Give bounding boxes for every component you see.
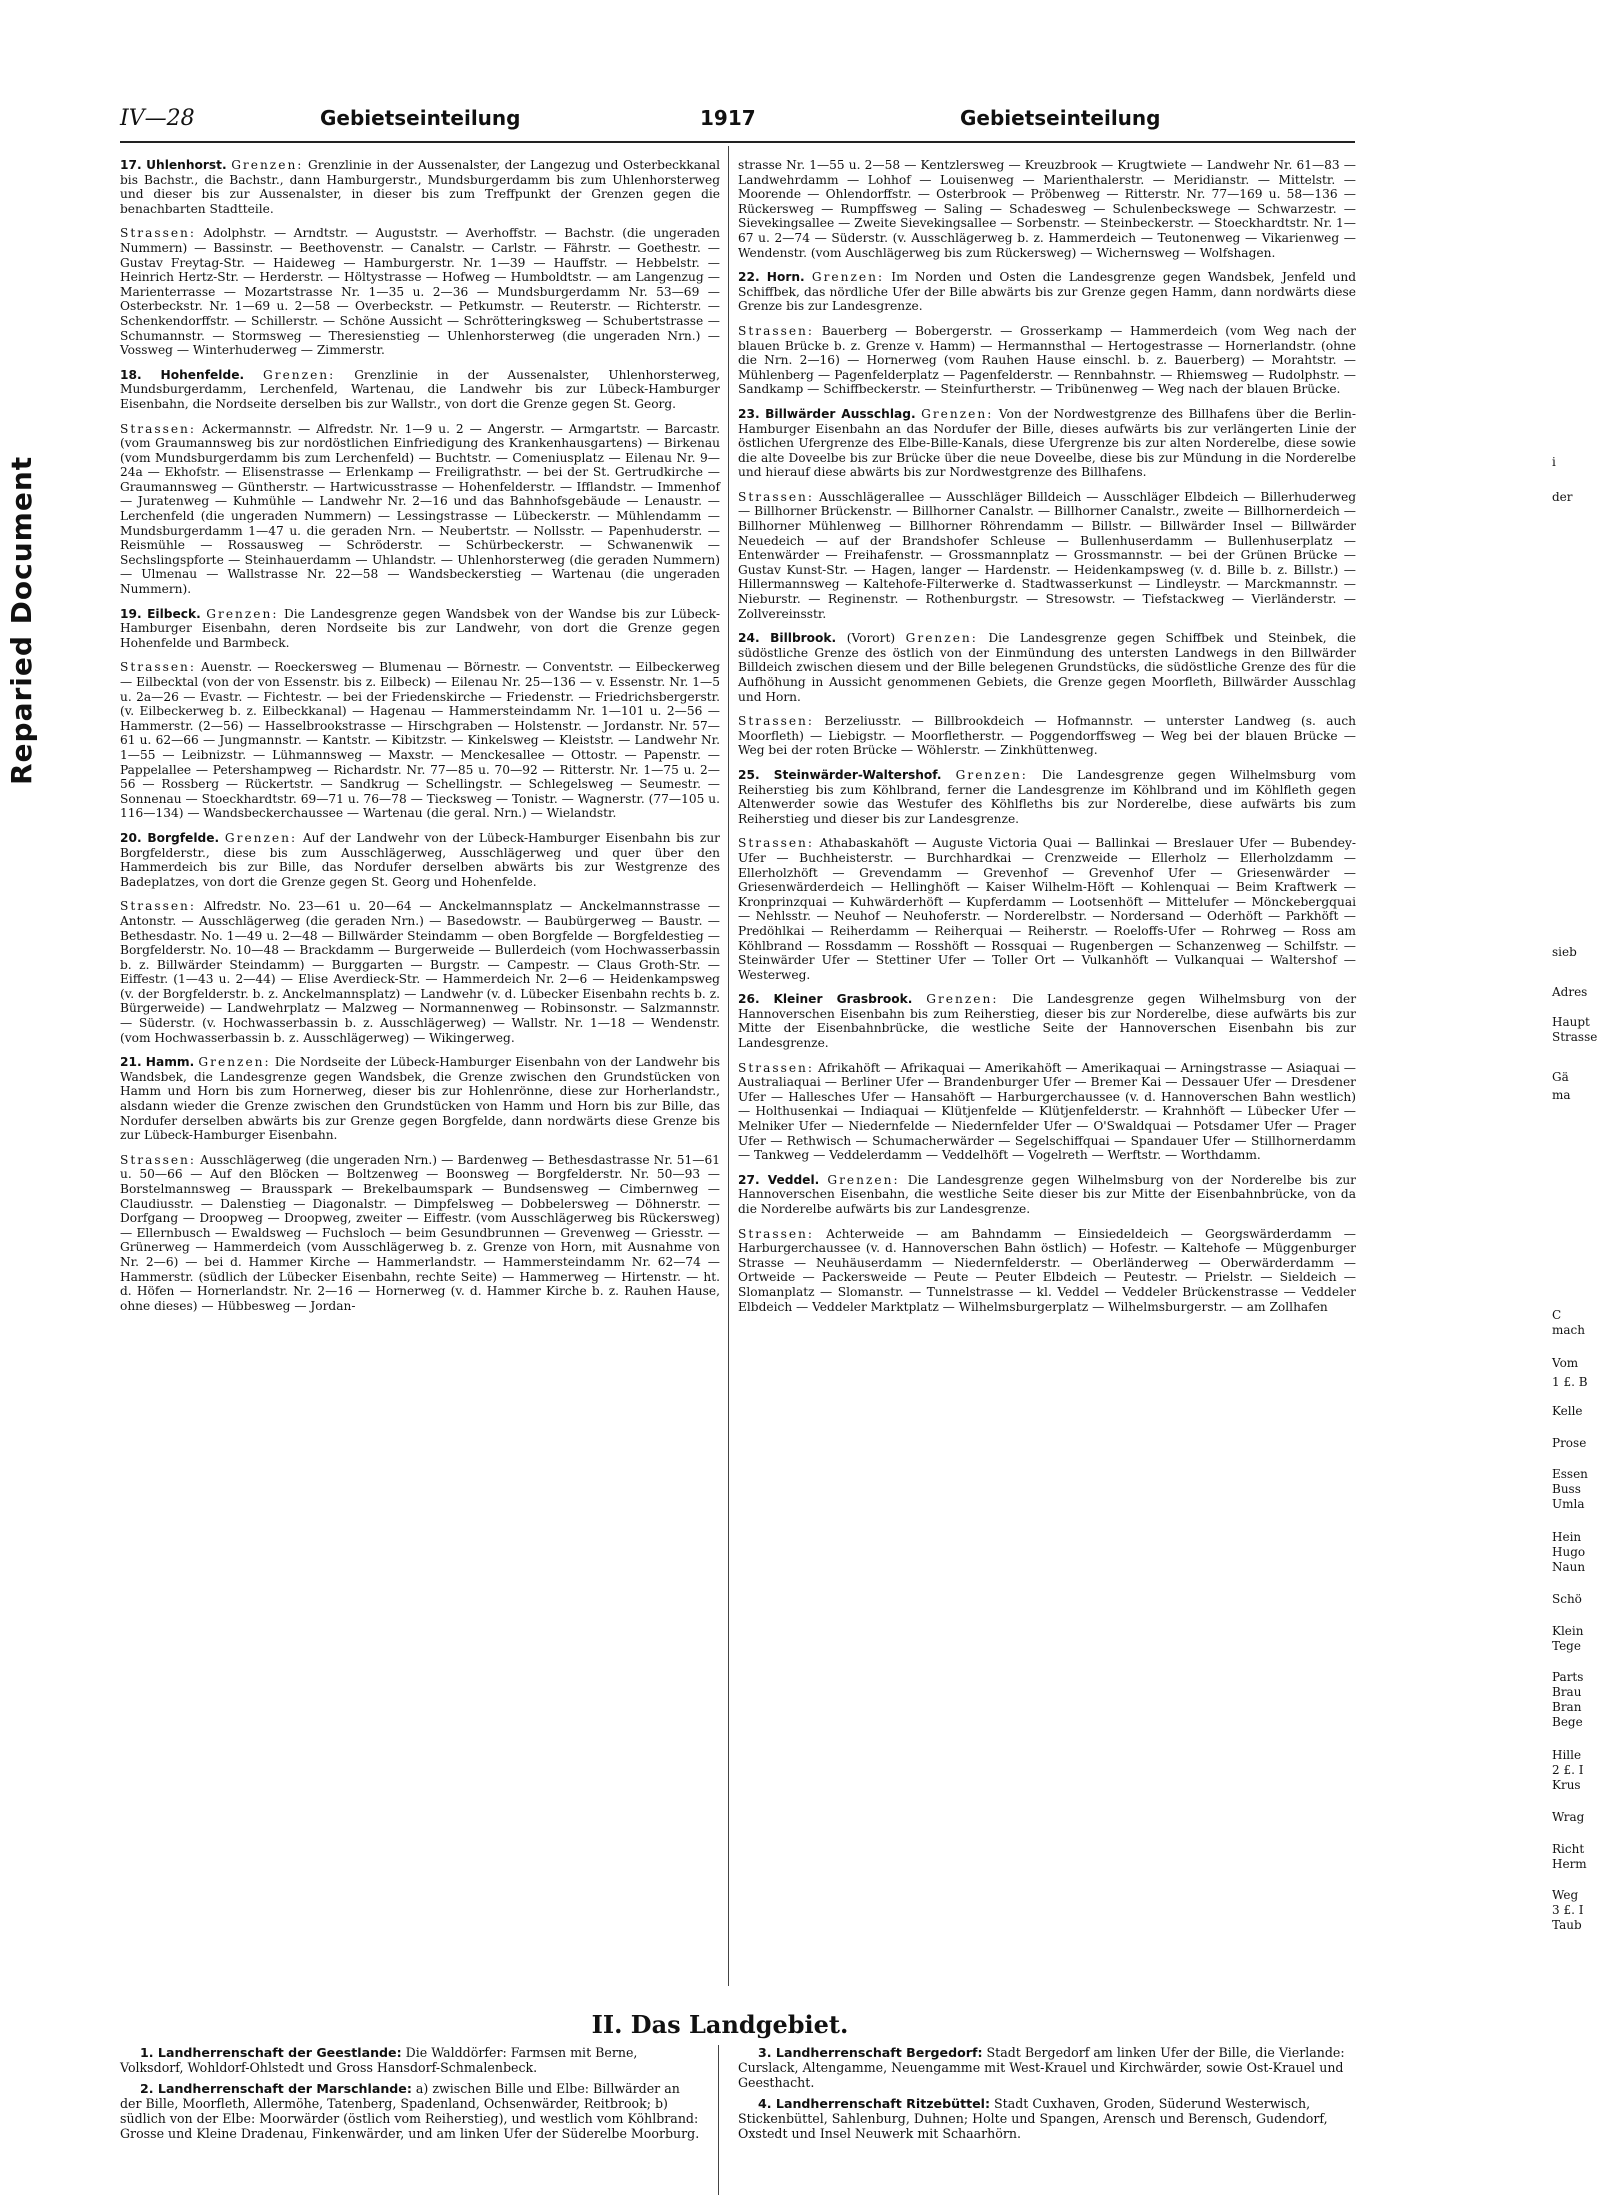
- strassen-list: [120, 1153, 720, 1314]
- margin-fragment: Schö: [1552, 1592, 1582, 1606]
- column-divider: [728, 146, 729, 1986]
- margin-fragment: Klein: [1552, 1624, 1584, 1638]
- strassen-list: [738, 490, 1356, 621]
- landherrenschaft-name: 4. Landherrenschaft Ritzebüttel:: [758, 2096, 991, 2111]
- page-number: IV—28: [120, 106, 195, 131]
- repaired-document-stamp: Reparied Document: [5, 455, 38, 785]
- strassen-label: Strassen:: [738, 836, 815, 851]
- landgebiet-right: [738, 2045, 1358, 2147]
- district-name: Veddel.: [767, 1172, 820, 1187]
- district-number: 20.: [120, 830, 142, 845]
- margin-fragment: Brau: [1552, 1685, 1582, 1699]
- adjacent-page-margin: [1490, 60, 1600, 2140]
- landherrenschaft-name: 2. Landherrenschaft der Marschlande:: [140, 2081, 412, 2096]
- grenzen-label: Grenzen:: [827, 1172, 900, 1187]
- grenzen-text: Grenzlinie in der Aussenalster, Uhlenhorsterweg, Mundsburgerdamm, Lerchenfeld, Wartenau, die Landwehr bis zur Lübeck-Hamburger Eisenbahn, die Nordseite derselben bis zur Wallstr., von dort die Grenze gegen St. Georg.: [120, 367, 721, 411]
- grenzen-label: Grenzen:: [206, 606, 279, 621]
- strassen-label: Strassen:: [738, 1060, 815, 1075]
- district-entry: [738, 768, 1356, 826]
- strassen-list: [120, 226, 720, 357]
- grenzen-label: Grenzen:: [955, 767, 1028, 782]
- district-name: Hohenfelde.: [160, 367, 245, 382]
- district-entry: [738, 631, 1356, 704]
- district-number: 17.: [120, 158, 142, 172]
- strassen-text: strasse Nr. 1—55 u. 2—58 — Kentzlersweg — Kreuzbrook — Krugtwiete — Landwehr Nr. 61—83 — Landwehrdamm — Lohhof — Louisenweg — Marienthalerstr. — Meridianstr. — Mittelstr. — Moorende — Ohlendorffstr. — Osterbrook — Pröbenweg — Ritterstr. Nr. 77—169 u. 58—136 — Rückersweg — Rumpffsweg — Saling — Schadesweg — Schulenbeckswege — Schwarzestr. — Sievekingsallee — Zweite Sievekingsallee — Sorbenstr. — Steinbeckerstr. — Stoeckhardtstr. Nr. 1—67 u. 2—74 — Süderstr. (v. Ausschlägerweg b. z. Hammerdeich — Teutonenweg — Vikarienweg — Wendenstr. (vom Auschlägerweg bis zum Rückersweg) — Wichernsweg — Wolfshagen.: [738, 158, 1356, 260]
- margin-fragment: mach: [1552, 1323, 1585, 1337]
- margin-fragment: Essen: [1552, 1467, 1588, 1481]
- left-scan-margin: [0, 0, 38, 2177]
- district-entry: [120, 158, 720, 216]
- strassen-label: Strassen:: [120, 226, 197, 241]
- strassen-label: Strassen:: [738, 714, 815, 729]
- margin-fragment: Parts: [1552, 1670, 1584, 1684]
- district-note: (Vorort): [846, 631, 896, 646]
- district-number: 22.: [738, 270, 760, 285]
- district-entry: [120, 831, 720, 889]
- header-year: 1917: [700, 106, 756, 130]
- margin-fragment: ma: [1552, 1088, 1571, 1102]
- grenzen-text: Die Landesgrenze gegen Schiffbek und Steinbek, die südöstliche Grenze des östlich von der Einmündung des untersten Landwegs in den Billwärder Billdeich zwischen diesem und der Bille belegenen Grundstücks, die südöstliche Grenze des für die Aufhöhung in Aussicht genommenen Gebiets, die Grenze gegen Moorfleth, Billwärder Ausschlag und Horn.: [738, 631, 1357, 704]
- right-column: [738, 158, 1356, 1324]
- landherrenschaft-entry: [120, 2045, 700, 2075]
- grenzen-label: Grenzen:: [921, 406, 994, 421]
- margin-fragment: Vom: [1552, 1356, 1579, 1370]
- margin-fragment: Wrag: [1552, 1810, 1585, 1824]
- district-number: 25.: [738, 767, 760, 782]
- strassen-label: Strassen:: [120, 899, 197, 914]
- margin-fragment: Herm: [1552, 1857, 1587, 1871]
- district-number: 23.: [738, 406, 760, 421]
- grenzen-text: Die Landesgrenze gegen Wilhelmsburg vom Reiherstieg bis zum Köhlbrand, ferner die Landesgrenze im Köhlbrand und im Köhlfleth gegen Altenwerder sowie das Westufer des Köhlfleths bis zur Norderelbe, diese aufwärts bis zum Reiherstieg und dieser bis zur Landesgrenze.: [738, 767, 1356, 826]
- strassen-text: Auenstr. — Roeckersweg — Blumenau — Börnestr. — Conventstr. — Eilbeckerweg — Eilbecktal (von der von Essenstr. bis z. Eilbeck) — Eilenau Nr. 25—136 — v. Essenstr. Nr. 1—5 u. 2a—26 — Evastr. — Fichtestr. — bei der Friedenskirche — Friedenstr. — Friedrichsbergerstr. (v. Eilbeckerweg b. z. Eilbeckkanal) — Hagenau — Hammersteindamm Nr. 1—101 u. 2—56 — Hammerstr. (2—56) — Hasselbrookstrasse — Hirschgraben — Holstenstr. — Jordanstr. Nr. 57—61 u. 62—66 — Jungmannstr. — Kantstr. — Kibitzstr. — Kinkelsweg — Kleiststr. — Landwehr Nr. 1—55 — Leibnizstr. — Lühmannsweg — Maxstr. — Menckesallee — Ottostr. — Papenstr. — Pappelallee — Petershampweg — Richardstr. Nr. 77—85 u. 70—92 — Ritterstr. Nr. 1—75 u. 2—56 — Rossberg — Rückertstr. — Sandkrug — Schellingstr. — Schlegelsweg — Seumestr. — Sonnenau — Stoeckhardtstr. 69—71 u. 76—78 — Tiecksweg — Tonistr. — Wagnerstr. (77—105 u. 116—134) — Wandsbeckerchaussee — Wartenau (die geral. Nrn.) — Wielandstr.: [120, 660, 721, 821]
- district-number: 24.: [738, 631, 760, 646]
- header-title-left: Gebietseinteilung: [320, 106, 521, 130]
- grenzen-label: Grenzen:: [905, 631, 978, 646]
- strassen-list: [738, 324, 1356, 397]
- margin-fragment: Strasse: [1552, 1030, 1598, 1044]
- strassen-list: [738, 1227, 1356, 1315]
- district-name: Steinwärder-Waltershof.: [773, 767, 942, 782]
- grenzen-label: Grenzen:: [263, 367, 336, 382]
- landherrenschaft-text: Stadt Bergedorf am linken Ufer der Bille, die Vierlande: Curslack, Altengamme, Neuengamme mit West-Krauel und Kirchwärder, sowie Ost-Krauel und Geesthacht.: [738, 2045, 1345, 2090]
- district-number: 27.: [738, 1172, 760, 1187]
- margin-fragment: Haupt: [1552, 1015, 1590, 1029]
- district-entry: [738, 270, 1356, 314]
- strassen-text: Ausschlägerweg (die ungeraden Nrn.) — Bardenweg — Bethesdastrasse Nr. 51—61 u. 50—66 — Auf den Blöcken — Boltzenweg — Boonsweg — Borgfelderstr. Nr. 50—93 — Borstelmannsweg — Brausspark — Brekelbaumspark — Bundsensweg — Cimbernweg — Claudiusstr. — Dalenstieg — Diagonalstr. — Dimpfelsweg — Dobbelersweg — Döhnerstr. — Dorfgang — Droopweg — Droopweg, zweiter — Eiffestr. (vom Ausschlägerweg bis Rückersweg) — Ellernbusch — Ewaldsweg — Fuchsloch — beim Gesundbrunnen — Grevenweg — Griesstr. — Grünerweg — Hammerdeich (vom Ausschlägerweg b. z. Grenze von Horn, mit Ausnahme von Nr. 2—6) — bei d. Hammer Kirche — Hammerlandstr. — Hammersteindamm Nr. 62—74 — Hammerstr. (südlich der Lübecker Eisenbahn, rechte Seite) — Hammerweg — Hirtenstr. — ht. d. Höfen — Hornerlandstr. Nr. 2—16 — Hornerweg (v. d. Hammer Kirche b. z. Rauhen Hause, ohne dieses) — Hübbesweg — Jordan-: [120, 1152, 720, 1313]
- margin-fragment: Hille: [1552, 1748, 1582, 1762]
- strassen-text: Berzeliusstr. — Billbrookdeich — Hofmannstr. — unterster Landweg (s. auch Moorfleth) — Liebigstr. — Moorfletherstr. — Poggendorffsweg — Weg bei der blauen Brücke — Weg bei der roten Brücke — Wöhlerstr. — Zinkhüttenweg.: [738, 714, 1357, 758]
- header-rule: [120, 141, 1355, 143]
- margin-fragment: 2 £. I: [1552, 1763, 1584, 1777]
- strassen-label: Strassen:: [738, 323, 815, 338]
- strassen-text: Adolphstr. — Arndtstr. — Auguststr. — Averhoffstr. — Bachstr. (die ungeraden Nummern) — Bassinstr. — Beethovenstr. — Canalstr. — Carlstr. — Fährstr. — Goethestr. — Gustav Freytag-Str. — Haideweg — Hamburgerstr. Nr. 1—39 — Hauffstr. — Hebbelstr. — Heinrich Hertz-Str. — Herderstr. — Höltystrasse — Hofweg — Humboldtstr. — am Langenzug — Marienterrasse — Mozartstrasse Nr. 1—35 u. 2—36 — Mundsburgerdamm Nr. 53—69 — Osterbeckstr. Nr. 1—69 u. 2—58 — Overbeckstr. — Petkumstr. — Reuterstr. — Richterstr. — Schenkendorffstr. — Schillerstr. — Schöne Aussicht — Schrötteringksweg — Schubertstrasse — Schumannstr. — Stormsweg — Theresienstieg — Uhlenhorsterweg (die ungeraden Nrn.) — Vossweg — Winterhuderweg — Zimmerstr.: [120, 226, 720, 358]
- district-name: Uhlenhorst.: [146, 158, 227, 172]
- strassen-list: [738, 836, 1356, 982]
- district-entry: [120, 607, 720, 651]
- district-number: 26.: [738, 992, 760, 1007]
- district-name: Horn.: [766, 270, 805, 285]
- margin-fragment: Prose: [1552, 1436, 1587, 1450]
- strassen-text: Ackermannstr. — Alfredstr. Nr. 1—9 u. 2 — Angerstr. — Armgartstr. — Barcastr. (vom Graumannsweg bis zur nordöstlichen Einfriedigung des Krankenhausgartens) — Birkenau (vom Mundsburgerdamm bis zum Lerchenfeld) — Buchtstr. — Comeniusplatz — Eilenau Nr. 9—24a — Ekhofstr. — Elisenstrasse — Erlenkamp — Freiligrathstr. — bei der St. Gertrudkirche — Graumannsweg — Güntherstr. — Hartwicusstrasse — Hohenfelderstr. — Ifflandstr. — Immenhof — Juratenweg — Kuhmühle — Landwehr Nr. 2—16 und das Bahnhofsgebäude — Lenaustr. — Lerchenfeld (die ungeraden Nummern) — Lessingstrasse — Lübeckerstr. — Mühlendamm — Mundsburgerdamm 1—47 u. die geraden Nrn. — Neubertstr. — Nollsstr. — Papenhuderstr. — Reismühle — Rossausweg — Schröderstr. — Schürbeckerstr. — Schwanenwik — Sechslingspforte — Steinhauerdamm — Uhlandstr. — Uhlenhorsterweg (die geraden Nummern) — Ulmenau — Wallstrasse Nr. 22—58 — Wandsbeckerstieg — Wartenau (die ungeraden Nummern).: [120, 421, 720, 597]
- margin-fragment: Hugo: [1552, 1545, 1586, 1559]
- strassen-text: Alfredstr. No. 23—61 u. 20—64 — Anckelmannsplatz — Anckelmannstrasse — Antonstr. — Ausschlägerweg (die geraden Nrn.) — Basedowstr. — Baubürgerweg — Baustr. — Bethesdastr. No. 1—49 u. 2—48 — Billwärder Steindamm — oben Borgfelde — Borgfeldestieg — Borgfelderstr. No. 10—48 — Brackdamm — Burgerweide — Bullerdeich (vom Hochwasserbassin b. z. Billwärder Steindamm) — Burggarten — Burgstr. — Campestr. — Claus Groth-Str. — Eiffestr. (1—43 u. 2—44) — Elise Averdieck-Str. — Hammerdeich Nr. 2—6 — Heidenkampsweg (v. der Borgfelderstr. b. z. Anckelmannsplatz) — Landwehr (v. d. Lübecker Eisenbahn rechts b. z. Bürgerweide) — Landwehrplatz — Malzweg — Normannenweg — Robinsonstr. — Salzmannstr. — Süderstr. (v. Hochwasserbassin b. z. Ausschlägerweg) — Wallstr. Nr. 1—18 — Wendenstr. (vom Hochwasserbassin b. z. Ausschlägerweg) — Wikingerweg.: [120, 899, 721, 1045]
- district-name: Borgfelde.: [147, 830, 220, 845]
- margin-fragment: Tege: [1552, 1639, 1581, 1653]
- strassen-list: [120, 422, 720, 597]
- grenzen-text: Die Landesgrenze gegen Wilhelmsburg von der Hannoverschen Eisenbahn bis zum Reiherstieg, dieser bis zur Norderelbe, diese aufwärts bis zur Mitte der Eisenbahnbrücke, die westliche Seite der Hannoverschen Eisenbahn bis zur Landesgrenze.: [738, 992, 1357, 1051]
- grenzen-text: Die Landesgrenze gegen Wilhelmsburg von der Norderelbe bis zur Hannoverschen Eisenbahn, die westliche Seite dieser bis zur Mitte der Eisenbahnbrücke, von da die Norderelbe aufwärts bis zur Landesgrenze.: [738, 1172, 1357, 1216]
- margin-fragment: Naun: [1552, 1560, 1586, 1574]
- landherrenschaft-entry: [738, 2096, 1358, 2141]
- landherrenschaft-text: a) zwischen Bille und Elbe: Billwärder an der Bille, Moorfleth, Allermöhe, Tatenberg, Spadenland, Ochsenwärder, Reitbrook; b) südlich von der Elbe: Moorwärder (östlich vom Reiherstieg), und westlich vom Köhlbrand: Grosse und Kleine Dradenau, Finkenwärder, und am linken Ufer der Süderelbe Moorburg.: [120, 2081, 700, 2141]
- left-column: [120, 158, 720, 1323]
- strassen-text: Afrikahöft — Afrikaquai — Amerikahöft — Amerikaquai — Arningstrasse — Asiaquai — Australiaquai — Berliner Ufer — Brandenburger Ufer — Bremer Kai — Dessauer Ufer — Dresdener Ufer — Hallesches Ufer — Hansahöft — Harburgerchaussee (v. d. Hannoverschen Bahn westlich) — Holthusenkai — Indiaquai — Klütjenfelde — Klütjenfelderstr. — Krahnhöft — Lübecker Ufer — Melniker Ufer — Niedernfelde — Niedernfelder Ufer — O'Swaldquai — Potsdamer Ufer — Prager Ufer — Rethwisch — Schumacherwärder — Segelschiffquai — Spandauer Ufer — Stillhornerdamm — Tankweg — Veddelerdamm — Veddelhöft — Vogelreth — Werftstr. — Worthdamm.: [738, 1060, 1356, 1163]
- district-entry: [120, 1055, 720, 1143]
- strassen-label: Strassen:: [120, 421, 197, 436]
- grenzen-text: Die Nordseite der Lübeck-Hamburger Eisenbahn von der Landwehr bis Wandsbek, die Landesgrenze gegen Wandsbek, die Grenze zwischen den Grundstücken von Hamm und Horn bis zum Hornerweg, dieser bis zur Hohlenrönne, diese zur Horherlandstr., alsdann wieder die Grenze zwischen den Grundstücken von Hamm und Horn bis zur Bille, das Nordufer derselben abwärts bis zur Grenze gegen Borgfelde, dann nordwärts diese Grenze bis zur Lübeck-Hamburger Eisenbahn.: [120, 1055, 721, 1143]
- district-number: 18.: [120, 367, 142, 382]
- margin-fragment: Bran: [1552, 1700, 1582, 1714]
- strassen-text: Ausschlägerallee — Ausschläger Billdeich — Ausschläger Elbdeich — Billerhuderweg — Billhorner Brückenstr. — Billhorner Canalstr. — Billhorner Canalstr., zweite — Billhornerdeich — Billhorner Mühlenweg — Billhorner Röhrendamm — Billstr. — Billwärder Insel — Billwärder Neuedeich — auf der Brandshofer Schleuse — Bullenhuserdamm — Bullenhuserplatz — Entenwärder — Freihafenstr. — Grossmannplatz — Grossmannstr. — bei der Grünen Brücke — Gustav Kunst-Str. — Hagen, langer — Hardenstr. — Heidenkampsweg (v. d. Bille b. z. Billstr.) — Hillermannsweg — Kaltehofe-Filterwerke d. Stadtwasserkunst — Lindleystr. — Marckmannstr. — Nieburstr. — Reginenstr. — Rothenburgstr. — Stresowstr. — Tiefstackweg — Vierländerstr. — Zollvereinsstr.: [738, 489, 1357, 621]
- strassen-list: [738, 158, 1356, 260]
- district-name: Eilbeck.: [147, 606, 201, 621]
- district-name: Billbrook.: [770, 631, 837, 646]
- grenzen-label: Grenzen:: [926, 992, 999, 1007]
- grenzen-text: Von der Nordwestgrenze des Billhafens über die Berlin-Hamburger Eisenbahn an das Nordufer der Bille, dieses aufwärts bis zur verlängerten Linie der östlichen Ufergrenze des Elbe-Bille-Kanals, diese Ufergrenze bis zur alten Norderelbe, diese sowie die alte Doveelbe bis zur Brücke über die neue Doveelbe, diese bis zur Mündung in die Norderelbe und hierauf diese abwärts bis zur Nordwestgrenze des Billhafens.: [738, 406, 1357, 480]
- margin-fragment: Gä: [1552, 1070, 1569, 1084]
- margin-fragment: i: [1552, 455, 1556, 469]
- landherrenschaft-text: Die Walddörfer: Farmsen mit Berne, Volksdorf, Wohldorf-Ohlstedt und Gross Hansdorf-Schmalenbeck.: [120, 2045, 638, 2075]
- strassen-list: [120, 660, 720, 821]
- grenzen-label: Grenzen:: [198, 1055, 271, 1070]
- grenzen-text: Grenzlinie in der Aussenalster, der Langezug und Osterbeckkanal bis Bachstr., die Bachstr., dann Hamburgerstr., Mundsburgerdamm bis zum Uhlenhorsterweg und dieser bis zur Aussenalster, in dieser bis zum Treffpunkt der Grenzen gegen die benachbarten Stadtteile.: [120, 158, 721, 216]
- margin-fragment: Hein: [1552, 1530, 1582, 1544]
- landherrenschaft-entry: [738, 2045, 1358, 2090]
- margin-fragment: 3 £. I: [1552, 1903, 1584, 1917]
- landgebiet-left: [120, 2045, 700, 2147]
- district-name: Hamm.: [145, 1055, 195, 1070]
- strassen-text: Athabaskahöft — Auguste Victoria Quai — Ballinkai — Breslauer Ufer — Bubendey-Ufer — Buchheisterstr. — Burchhardkai — Crenzweide — Ellerholz — Ellerholzdamm — Ellerholzhöft — Grevendamm — Grevenhof — Grevenhof Ufer — Griesenwärder — Griesenwärderdeich — Hellinghöft — Kaiser Wilhelm-Höft — Kohlenquai — Beim Kraftwerk — Kronprinzquai — Kuhwärderhöft — Kupferdamm — Lootsenhöft — Mittelufer — Mönckebergquai — Nehlsstr. — Neuhof — Neuhoferstr. — Norderelbstr. — Nordersand — Oderhöft — Parkhöft — Predöhlkai — Reiherdamm — Reiherquai — Reiherstr. — Roeloffs-Ufer — Rohrweg — Ross am Köhlbrand — Rossdamm — Rosshöft — Rossquai — Rugenbergen — Schanzenweg — Schilfstr. — Steinwärder Ufer — Stettiner Ufer — Toller Ort — Vulkanhöft — Vulkanquai — Waltershof — Westerweg.: [738, 836, 1356, 982]
- margin-fragment: Richt: [1552, 1842, 1585, 1856]
- district-entry: [120, 368, 720, 412]
- grenzen-label: Grenzen:: [224, 830, 298, 845]
- landherrenschaft-text: Stadt Cuxhaven, Groden, Süderund Westerwisch, Stickenbüttel, Sahlenburg, Duhnen; Holte und Spangen, Arensch und Berensch, Gudendorf, Oxstedt und Insel Neuwerk mit Schaarhörn.: [738, 2096, 1328, 2141]
- landherrenschaft-name: 1. Landherrenschaft der Geestlande:: [140, 2045, 402, 2060]
- strassen-list: [738, 1061, 1356, 1163]
- strassen-label: Strassen:: [738, 1226, 815, 1241]
- margin-fragment: Kelle: [1552, 1404, 1583, 1418]
- district-entry: [738, 1173, 1356, 1217]
- margin-fragment: Weg: [1552, 1888, 1579, 1902]
- margin-fragment: Bege: [1552, 1715, 1583, 1729]
- landgebiet-title: II. Das Landgebiet.: [591, 2010, 849, 2039]
- district-entry: [738, 992, 1356, 1050]
- grenzen-label: Grenzen:: [811, 270, 885, 285]
- margin-fragment: Adres: [1552, 985, 1588, 999]
- margin-fragment: der: [1552, 490, 1573, 504]
- strassen-text: Bauerberg — Bobergerstr. — Grosserkamp — Hammerdeich (vom Weg nach der blauen Brücke b. z. Grenze v. Hamm) — Hermannsthal — Hertogestrasse — Hornerlandstr. (ohne die Nrn. 2—16) — Hornerweg (vom Rauhen Hause einschl. b. z. Bauerberg) — Morahtstr. — Mühlenberg — Pagenfelderplatz — Pagenfelderstr. — Rennbahnstr. — Rhiemsweg — Rudolphstr. — Sandkamp — Schiffbeckerstr. — Steinfurtherstr. — Tribünenweg — Weg nach der blauen Brücke.: [738, 323, 1356, 397]
- district-name: Kleiner Grasbrook.: [773, 992, 913, 1007]
- strassen-list: [738, 714, 1356, 758]
- district-entry: [738, 407, 1356, 480]
- margin-fragment: Umla: [1552, 1497, 1585, 1511]
- landherrenschaft-name: 3. Landherrenschaft Bergedorf:: [758, 2045, 983, 2060]
- grenzen-label: Grenzen:: [231, 158, 304, 172]
- strassen-text: Achterweide — am Bahndamm — Einsiedeldeich — Georgswärderdamm — Harburgerchaussee (v. d. Hannoverschen Bahn östlich) — Hofestr. — Kaltehofe — Müggenburger Strasse — Neuhäuserdamm — Niedernfelderstr. — Oberländerweg — Oberwärderdamm — Ortweide — Packersweide — Peute — Peuter Elbdeich — Peutestr. — Prielstr. — Sieldeich — Slomanplatz — Slomanstr. — Tunnelstrasse — kl. Veddel — Veddeler Brückenstrasse — Veddeler Elbdeich — Veddeler Marktplatz — Wilhelmsburgerplatz — Wilhelmsburgerstr. — am Zollhafen: [738, 1226, 1356, 1314]
- strassen-label: Strassen:: [738, 489, 815, 504]
- margin-fragment: Krus: [1552, 1778, 1581, 1792]
- strassen-label: Strassen:: [120, 1152, 197, 1167]
- strassen-list: [120, 899, 720, 1045]
- district-number: 19.: [120, 606, 142, 621]
- district-number: 21.: [120, 1055, 142, 1070]
- margin-fragment: Taub: [1552, 1918, 1582, 1932]
- margin-fragment: C: [1552, 1308, 1562, 1322]
- margin-fragment: sieb: [1552, 945, 1577, 959]
- landherrenschaft-entry: [120, 2081, 700, 2141]
- landgebiet-divider: [718, 2045, 719, 2195]
- page-header: [120, 106, 1161, 136]
- grenzen-text: Im Norden und Osten die Landesgrenze gegen Wandsbek, Jenfeld und Schiffbek, das nördliche Ufer der Bille abwärts bis zur Grenze gegen Hamm, dann nordwärts diese Grenze bis zur Landesgrenze.: [738, 270, 1357, 314]
- margin-fragment: Buss: [1552, 1482, 1581, 1496]
- header-title-right: Gebietseinteilung: [960, 106, 1161, 130]
- strassen-label: Strassen:: [120, 660, 197, 675]
- district-name: Billwärder Ausschlag.: [765, 406, 916, 421]
- grenzen-text: Auf der Landwehr von der Lübeck-Hamburger Eisenbahn bis zur Borgfelderstr., diese bis zum Ausschlägerweg, Ausschlägerweg und quer über den Hammerdeich bis zur Bille, das Nordufer derselben abwärts bis zur Westgrenze des Badeplatzes, von dort die Grenze gegen St. Georg und Hohenfelde.: [120, 830, 720, 889]
- margin-fragment: 1 £. B: [1552, 1375, 1588, 1389]
- grenzen-text: Die Landesgrenze gegen Wandsbek von der Wandse bis zur Lübeck-Hamburger Eisenbahn, deren Nordseite bis zur Landwehr, von dort die Grenze gegen Hohenfelde und Barmbeck.: [120, 606, 721, 650]
